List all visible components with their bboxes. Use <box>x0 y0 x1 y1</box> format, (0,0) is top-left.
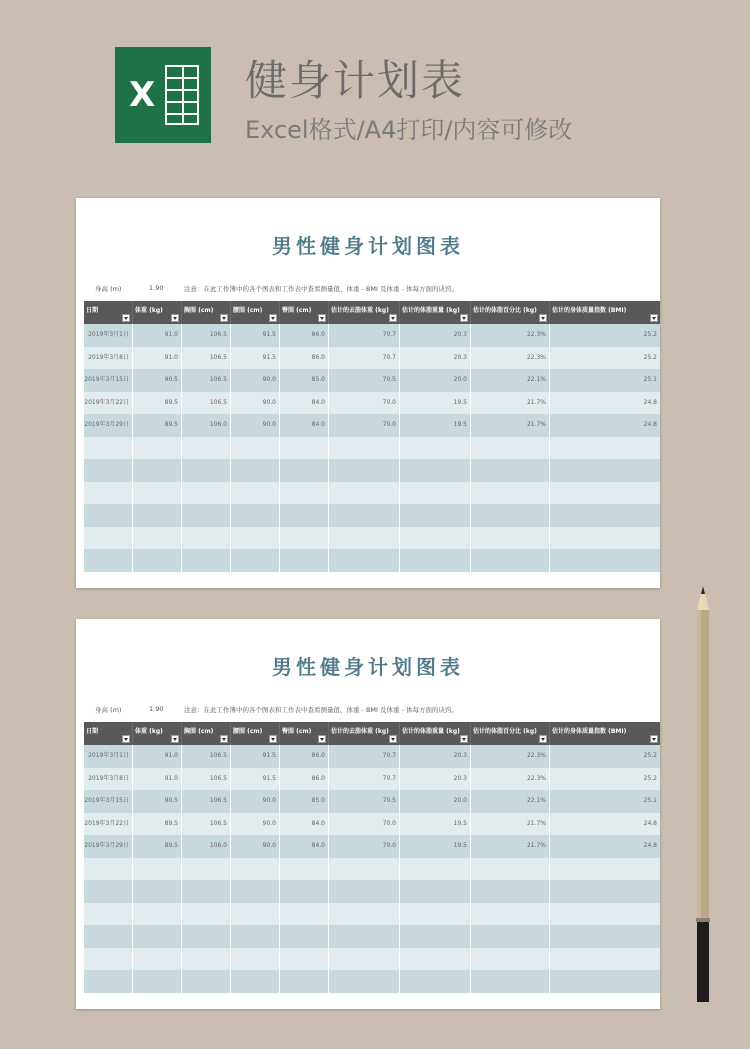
table-cell[interactable] <box>280 527 329 550</box>
column-header-label: 臀围 (cm) <box>282 307 312 314</box>
table-cell[interactable] <box>182 459 231 482</box>
table-cell[interactable] <box>182 948 231 971</box>
table-row <box>84 459 660 482</box>
table-cell[interactable] <box>550 903 660 926</box>
column-header-label: 日期 <box>86 307 99 314</box>
column-header-label: 估计的体脂重量 (kg) <box>402 728 460 735</box>
table-cell[interactable] <box>231 948 280 971</box>
column-header-label: 估计的体脂重量 (kg) <box>402 307 460 314</box>
table-cell[interactable]: 2019年3月29日 <box>84 414 133 437</box>
table-cell[interactable]: 24.8 <box>643 842 657 849</box>
table-cell[interactable] <box>182 970 231 993</box>
table-cell[interactable] <box>329 903 400 926</box>
table-cell[interactable]: 106.5 <box>182 369 231 392</box>
table-cell[interactable] <box>133 482 182 505</box>
table-row <box>84 858 660 881</box>
table-cell[interactable] <box>84 437 133 460</box>
table-cell[interactable]: 85.0 <box>280 369 329 392</box>
table-cell[interactable]: 20.3 <box>400 768 471 791</box>
table-cell[interactable] <box>280 903 329 926</box>
table-cell[interactable] <box>133 858 182 881</box>
table-cell[interactable]: 106.5 <box>182 790 231 813</box>
table-row <box>84 482 660 505</box>
table-cell[interactable] <box>182 527 231 550</box>
sheet-note: 注意：在此工作簿中的各个图表和工作表中查看测量值、体重 - BMI 及体重 - 体每方面的诀窍。 <box>184 706 459 714</box>
table-cell[interactable]: 22.1% <box>471 790 550 813</box>
table-cell[interactable] <box>182 858 231 881</box>
table-cell[interactable] <box>133 504 182 527</box>
table-cell[interactable] <box>84 527 133 550</box>
table-row <box>84 813 660 836</box>
filter-dropdown-icon[interactable] <box>122 735 130 743</box>
table-cell[interactable]: 70.0 <box>329 392 400 415</box>
table-cell[interactable]: 91.5 <box>231 347 280 370</box>
sheet-title: 男性健身计划图表 <box>272 655 464 679</box>
filter-dropdown-icon[interactable] <box>318 314 326 322</box>
table-cell[interactable]: 90.0 <box>231 813 280 836</box>
filter-dropdown-icon[interactable] <box>389 314 397 322</box>
table-cell[interactable] <box>133 903 182 926</box>
table-cell[interactable]: 106.5 <box>182 768 231 791</box>
table-cell[interactable]: 89.5 <box>133 392 182 415</box>
height-label: 身高 (m) <box>95 706 122 714</box>
table-cell[interactable]: 70.5 <box>329 790 400 813</box>
table-cell[interactable] <box>182 504 231 527</box>
table-cell[interactable] <box>329 549 400 572</box>
sheet-preview-1 <box>76 198 660 588</box>
table-cell[interactable] <box>329 527 400 550</box>
table-cell[interactable]: 2019年3月22日 <box>84 813 133 836</box>
table-cell[interactable]: 20.0 <box>400 790 471 813</box>
table-cell[interactable] <box>231 504 280 527</box>
table-cell[interactable]: 86.0 <box>280 324 329 347</box>
table-cell[interactable] <box>471 925 550 948</box>
table-cell[interactable] <box>280 437 329 460</box>
table-cell[interactable]: 85.0 <box>280 790 329 813</box>
table-cell[interactable]: 90.0 <box>231 369 280 392</box>
column-header <box>550 301 660 324</box>
filter-dropdown-icon[interactable] <box>269 735 277 743</box>
table-cell[interactable] <box>231 527 280 550</box>
table-cell[interactable] <box>471 459 550 482</box>
table-cell[interactable]: 24.8 <box>643 398 657 406</box>
table-row <box>84 437 660 460</box>
filter-dropdown-icon[interactable] <box>269 314 277 322</box>
table-cell[interactable] <box>550 504 660 527</box>
table-cell[interactable]: 84.0 <box>280 392 329 415</box>
table-cell[interactable]: 2019年3月22日 <box>84 392 133 415</box>
fitness-table <box>84 301 660 572</box>
table-header-row <box>84 722 660 745</box>
table-cell[interactable] <box>400 527 471 550</box>
table-cell[interactable]: 2019年3月1日 <box>84 745 133 768</box>
table-cell[interactable] <box>231 858 280 881</box>
column-header <box>231 722 280 745</box>
table-cell[interactable] <box>400 925 471 948</box>
table-cell[interactable]: 84.0 <box>280 414 329 437</box>
table-cell[interactable] <box>550 925 660 948</box>
table-cell[interactable] <box>231 549 280 572</box>
table-cell[interactable]: 25.2 <box>643 331 657 338</box>
table-cell[interactable]: 89.5 <box>133 835 182 858</box>
column-header-label: 臀围 (cm) <box>282 728 312 735</box>
table-cell[interactable]: 22.3% <box>471 768 550 791</box>
table-cell[interactable] <box>231 925 280 948</box>
table-cell[interactable]: 90.0 <box>231 790 280 813</box>
table-cell[interactable]: 19.5 <box>400 392 471 415</box>
column-header <box>400 301 471 324</box>
column-header <box>133 301 182 324</box>
filter-dropdown-icon[interactable] <box>539 735 547 743</box>
column-header-label: 腰围 (cm) <box>233 728 263 735</box>
column-header-label: 体重 (kg) <box>135 728 163 735</box>
table-cell[interactable] <box>400 459 471 482</box>
table-cell[interactable]: 90.5 <box>133 790 182 813</box>
table-cell[interactable]: 106.0 <box>182 414 231 437</box>
column-header <box>280 722 329 745</box>
table-cell[interactable]: 106.5 <box>182 745 231 768</box>
table-cell[interactable]: 2019年3月8日 <box>84 768 133 791</box>
table-cell[interactable] <box>400 880 471 903</box>
table-cell[interactable] <box>84 504 133 527</box>
height-value[interactable]: 1.90 <box>149 284 164 292</box>
table-cell[interactable] <box>400 948 471 971</box>
filter-dropdown-icon[interactable] <box>122 314 130 322</box>
table-cell[interactable] <box>231 482 280 505</box>
table-cell[interactable]: 21.7% <box>471 392 550 415</box>
table-cell[interactable] <box>133 549 182 572</box>
table-cell[interactable] <box>84 858 133 881</box>
excel-logo-icon <box>115 47 211 143</box>
column-header <box>550 722 660 745</box>
table-cell[interactable] <box>84 459 133 482</box>
filter-dropdown-icon[interactable] <box>318 735 326 743</box>
table-cell[interactable] <box>231 459 280 482</box>
table-row <box>84 745 660 768</box>
height-value[interactable]: 1.90 <box>149 705 164 713</box>
table-cell[interactable] <box>471 903 550 926</box>
table-cell[interactable]: 106.5 <box>182 392 231 415</box>
table-cell[interactable] <box>329 948 400 971</box>
table-cell[interactable] <box>550 858 660 881</box>
column-header-label: 胸围 (cm) <box>184 307 214 314</box>
table-row <box>84 527 660 550</box>
table-row <box>84 948 660 971</box>
column-header <box>400 722 471 745</box>
table-cell[interactable] <box>280 504 329 527</box>
column-header-label: 估计的体脂百分比 (kg) <box>473 307 537 314</box>
column-header <box>84 301 133 324</box>
filter-dropdown-icon[interactable] <box>650 735 658 743</box>
table-cell[interactable]: 90.0 <box>231 835 280 858</box>
table-row <box>84 970 660 993</box>
table-cell[interactable] <box>133 925 182 948</box>
table-cell[interactable]: 24.8 <box>643 421 657 428</box>
table-cell[interactable]: 21.7% <box>471 813 550 836</box>
table-cell[interactable]: 70.7 <box>329 745 400 768</box>
table-cell[interactable] <box>182 549 231 572</box>
table-cell[interactable] <box>471 948 550 971</box>
table-cell[interactable] <box>182 903 231 926</box>
table-cell[interactable] <box>84 903 133 926</box>
table-cell[interactable] <box>471 970 550 993</box>
table-cell[interactable]: 70.0 <box>329 835 400 858</box>
table-cell[interactable] <box>550 437 660 460</box>
table-cell[interactable]: 70.5 <box>329 369 400 392</box>
filter-dropdown-icon[interactable] <box>389 735 397 743</box>
table-cell[interactable] <box>329 970 400 993</box>
table-cell[interactable] <box>133 948 182 971</box>
table-cell[interactable]: 106.5 <box>182 347 231 370</box>
table-cell[interactable]: 22.1% <box>471 369 550 392</box>
sheet-preview-2 <box>76 619 660 1009</box>
column-header <box>182 722 231 745</box>
table-cell[interactable] <box>231 903 280 926</box>
table-cell[interactable] <box>280 459 329 482</box>
column-header <box>280 301 329 324</box>
table-row <box>84 347 660 370</box>
column-header <box>182 301 231 324</box>
table-cell[interactable]: 86.0 <box>280 347 329 370</box>
table-cell[interactable] <box>280 880 329 903</box>
table-cell[interactable] <box>550 459 660 482</box>
table-cell[interactable]: 90.5 <box>133 369 182 392</box>
excel-logo-letter: X <box>129 75 156 115</box>
table-cell[interactable] <box>133 527 182 550</box>
filter-dropdown-icon[interactable] <box>460 735 468 743</box>
table-cell[interactable] <box>182 482 231 505</box>
table-cell[interactable] <box>400 504 471 527</box>
table-cell[interactable] <box>329 482 400 505</box>
column-header-label: 估计的体脂百分比 (kg) <box>473 728 537 735</box>
filter-dropdown-icon[interactable] <box>220 314 228 322</box>
table-cell[interactable] <box>400 903 471 926</box>
column-header-label: 估计的身体质量指数 (BMI) <box>552 728 627 735</box>
table-row <box>84 903 660 926</box>
table-cell[interactable]: 19.5 <box>400 813 471 836</box>
table-cell[interactable] <box>231 880 280 903</box>
table-cell[interactable] <box>550 880 660 903</box>
table-cell[interactable]: 21.7% <box>471 835 550 858</box>
table-cell[interactable] <box>280 925 329 948</box>
table-cell[interactable] <box>84 549 133 572</box>
table-cell[interactable]: 25.2 <box>643 752 657 759</box>
table-cell[interactable]: 91.5 <box>231 324 280 347</box>
table-cell[interactable]: 20.3 <box>400 347 471 370</box>
table-cell[interactable] <box>280 948 329 971</box>
table-cell[interactable]: 70.0 <box>329 414 400 437</box>
table-cell[interactable] <box>133 459 182 482</box>
table-cell[interactable]: 84.0 <box>280 835 329 858</box>
table-cell[interactable]: 91.5 <box>231 768 280 791</box>
table-cell[interactable]: 24.8 <box>643 819 657 827</box>
table-cell[interactable]: 89.5 <box>133 414 182 437</box>
column-header <box>329 722 400 745</box>
table-row <box>84 549 660 572</box>
table-cell[interactable] <box>400 858 471 881</box>
height-label: 身高 (m) <box>95 285 122 293</box>
filter-dropdown-icon[interactable] <box>220 735 228 743</box>
table-cell[interactable]: 89.5 <box>133 813 182 836</box>
column-header <box>471 722 550 745</box>
table-cell[interactable] <box>471 880 550 903</box>
table-cell[interactable]: 25.2 <box>643 353 657 361</box>
table-cell[interactable] <box>280 482 329 505</box>
fitness-table <box>84 722 660 993</box>
table-cell[interactable]: 70.7 <box>329 324 400 347</box>
table-cell[interactable] <box>550 549 660 572</box>
table-cell[interactable] <box>329 437 400 460</box>
table-row <box>84 925 660 948</box>
table-row <box>84 392 660 415</box>
table-cell[interactable]: 19.5 <box>400 835 471 858</box>
table-cell[interactable] <box>329 459 400 482</box>
filter-dropdown-icon[interactable] <box>460 314 468 322</box>
table-cell[interactable]: 106.5 <box>182 324 231 347</box>
table-cell[interactable] <box>84 925 133 948</box>
sheet-title: 男性健身计划图表 <box>272 234 464 258</box>
table-cell[interactable] <box>133 880 182 903</box>
table-cell[interactable]: 90.0 <box>231 392 280 415</box>
table-cell[interactable] <box>471 527 550 550</box>
table-cell[interactable]: 106.5 <box>182 813 231 836</box>
column-header-label: 日期 <box>86 728 99 735</box>
table-cell[interactable] <box>84 970 133 993</box>
table-row <box>84 504 660 527</box>
sheet-note: 注意：在此工作簿中的各个图表和工作表中查看测量值、体重 - BMI 及体重 - 体每方面的诀窍。 <box>184 285 459 293</box>
filter-dropdown-icon[interactable] <box>650 314 658 322</box>
table-cell[interactable]: 25.2 <box>643 774 657 782</box>
table-cell[interactable] <box>182 437 231 460</box>
table-cell[interactable]: 91.0 <box>133 347 182 370</box>
table-cell[interactable] <box>329 925 400 948</box>
table-row <box>84 369 660 392</box>
table-cell[interactable]: 20.0 <box>400 369 471 392</box>
column-header <box>84 722 133 745</box>
table-cell[interactable]: 91.0 <box>133 768 182 791</box>
table-cell[interactable] <box>400 437 471 460</box>
table-cell[interactable]: 91.5 <box>231 745 280 768</box>
table-cell[interactable]: 70.7 <box>329 768 400 791</box>
table-cell[interactable] <box>231 970 280 993</box>
table-header-row <box>84 301 660 324</box>
table-cell[interactable]: 21.7% <box>471 414 550 437</box>
table-row <box>84 324 660 347</box>
table-cell[interactable] <box>471 482 550 505</box>
table-cell[interactable]: 20.3 <box>400 745 471 768</box>
table-row <box>84 768 660 791</box>
table-cell[interactable]: 90.0 <box>231 414 280 437</box>
table-cell[interactable]: 2019年3月8日 <box>84 347 133 370</box>
table-cell[interactable]: 25.1 <box>643 797 657 804</box>
column-header-label: 估计的去脂体重 (kg) <box>331 307 389 314</box>
table-cell[interactable] <box>133 970 182 993</box>
table-cell[interactable] <box>280 858 329 881</box>
table-cell[interactable]: 20.3 <box>400 324 471 347</box>
column-header-label: 体重 (kg) <box>135 307 163 314</box>
table-cell[interactable] <box>550 948 660 971</box>
table-cell[interactable]: 106.0 <box>182 835 231 858</box>
column-header <box>133 722 182 745</box>
column-header-label: 胸围 (cm) <box>184 728 214 735</box>
filter-dropdown-icon[interactable] <box>539 314 547 322</box>
pencil-icon <box>688 582 718 1012</box>
table-cell[interactable] <box>471 858 550 881</box>
table-cell[interactable] <box>400 549 471 572</box>
table-row <box>84 414 660 437</box>
table-cell[interactable]: 2019年3月15日 <box>84 369 133 392</box>
table-cell[interactable]: 70.0 <box>329 813 400 836</box>
page-title: 健身计划表 <box>245 56 466 105</box>
table-cell[interactable] <box>133 437 182 460</box>
table-cell[interactable]: 70.7 <box>329 347 400 370</box>
table-cell[interactable] <box>84 948 133 971</box>
table-cell[interactable] <box>471 437 550 460</box>
table-cell[interactable] <box>400 482 471 505</box>
table-cell[interactable]: 2019年3月29日 <box>84 835 133 858</box>
table-cell[interactable]: 86.0 <box>280 768 329 791</box>
table-cell[interactable] <box>280 549 329 572</box>
table-row <box>84 880 660 903</box>
table-cell[interactable]: 2019年3月1日 <box>84 324 133 347</box>
column-header <box>231 301 280 324</box>
page-subtitle: Excel格式/A4打印/内容可修改 <box>245 116 573 144</box>
table-cell[interactable] <box>471 504 550 527</box>
table-cell[interactable] <box>329 858 400 881</box>
table-cell[interactable]: 22.3% <box>471 324 550 347</box>
column-header-label: 估计的去脂体重 (kg) <box>331 728 389 735</box>
table-cell[interactable]: 84.0 <box>280 813 329 836</box>
filter-dropdown-icon[interactable] <box>171 735 179 743</box>
filter-dropdown-icon[interactable] <box>171 314 179 322</box>
table-cell[interactable] <box>182 925 231 948</box>
table-row <box>84 835 660 858</box>
table-cell[interactable] <box>329 504 400 527</box>
table-cell[interactable] <box>550 482 660 505</box>
table-cell[interactable] <box>471 549 550 572</box>
table-cell[interactable] <box>400 970 471 993</box>
table-cell[interactable]: 2019年3月15日 <box>84 790 133 813</box>
column-header-label: 估计的身体质量指数 (BMI) <box>552 307 627 314</box>
table-cell[interactable]: 22.3% <box>471 347 550 370</box>
table-row <box>84 790 660 813</box>
column-header-label: 腰围 (cm) <box>233 307 263 314</box>
table-cell[interactable]: 86.0 <box>280 745 329 768</box>
table-cell[interactable]: 91.0 <box>133 745 182 768</box>
column-header <box>471 301 550 324</box>
column-header <box>329 301 400 324</box>
table-cell[interactable] <box>329 880 400 903</box>
spreadsheet-grid-icon <box>165 65 199 125</box>
table-cell[interactable]: 19.5 <box>400 414 471 437</box>
table-cell[interactable] <box>84 482 133 505</box>
table-cell[interactable] <box>231 437 280 460</box>
table-cell[interactable] <box>280 970 329 993</box>
table-cell[interactable] <box>182 880 231 903</box>
table-cell[interactable]: 91.0 <box>133 324 182 347</box>
table-cell[interactable] <box>84 880 133 903</box>
table-cell[interactable] <box>550 527 660 550</box>
page-header <box>0 0 750 170</box>
table-cell[interactable]: 22.3% <box>471 745 550 768</box>
table-cell[interactable] <box>550 970 660 993</box>
table-cell[interactable]: 25.1 <box>643 376 657 383</box>
